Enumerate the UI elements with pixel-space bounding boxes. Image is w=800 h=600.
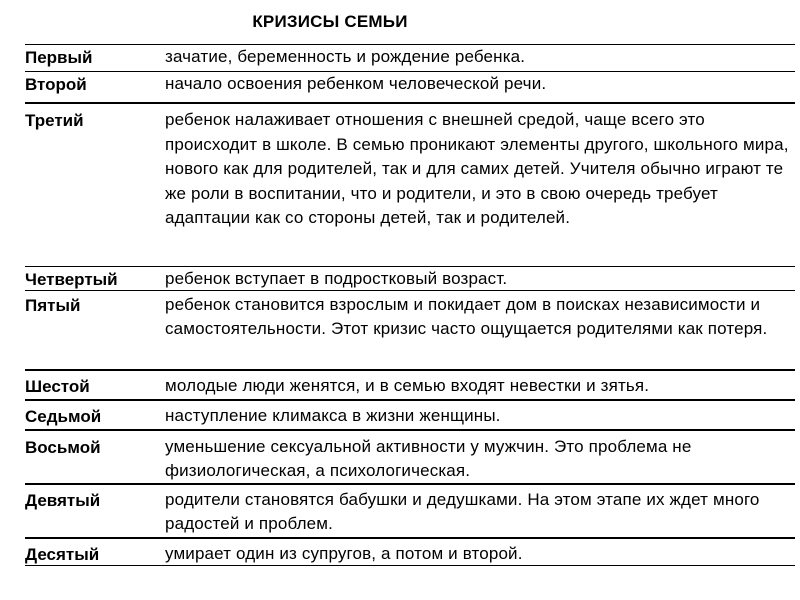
crisis-description: ребенок вступает в подростковый возраст. [165,269,508,288]
table-row [25,267,795,291]
crisis-description: ребенок налаживает отношения с внешней средой, чаще всего это происходит в школе. В семью проникают элементы другого, школьного мира, нового как для родителей, так и для самих детей. Учителя обычно играют те же роли в воспитании, что и родители, и это в свою очередь требует адаптации как со стороны детей, так и родителей. [165,110,789,227]
crisis-description: наступление климакса в жизни женщины. [165,406,501,425]
table-row [25,371,795,401]
crisis-description: умирает один из супругов, а потом и второй. [165,544,523,563]
table-row [25,104,795,267]
crisis-description: начало освоения ребенком человеческой речи. [165,74,547,93]
crisis-description: зачатие, беременность и рождение ребенка. [165,47,526,66]
table-row [25,485,795,539]
crisis-description: молодые люди женятся, и в семью входят невестки и зятья. [165,376,650,395]
crisis-name: Восьмой [25,438,101,457]
crisis-name: Четвертый [25,270,118,289]
crisis-name: Первый [25,48,93,67]
crisis-name: Шестой [25,377,90,396]
crises-table [25,44,795,566]
crisis-name: Второй [25,75,87,94]
crisis-description: уменьшение сексуальной активности у мужчин. Это проблема не физиологическая, а психологическая. [165,437,692,480]
table-row [25,401,795,431]
table-row [25,291,795,371]
table-row [25,539,795,566]
crisis-name: Седьмой [25,407,102,426]
table-row [25,431,795,485]
crisis-description: родители становятся бабушки и дедушками. На этом этапе их ждет много радостей и проблем. [165,490,760,533]
table-row [25,45,795,72]
page-title: КРИЗИСЫ СЕМЬИ [252,12,408,31]
table-row [25,72,795,104]
crisis-name: Девятый [25,491,101,510]
crisis-name: Пятый [25,296,81,315]
crisis-description: ребенок становится взрослым и покидает дом в поисках независимости и самостоятельности. Этот кризис часто ощущается родителями как потеря. [165,295,768,338]
crisis-name: Десятый [25,545,100,564]
crisis-name: Третий [25,111,84,130]
